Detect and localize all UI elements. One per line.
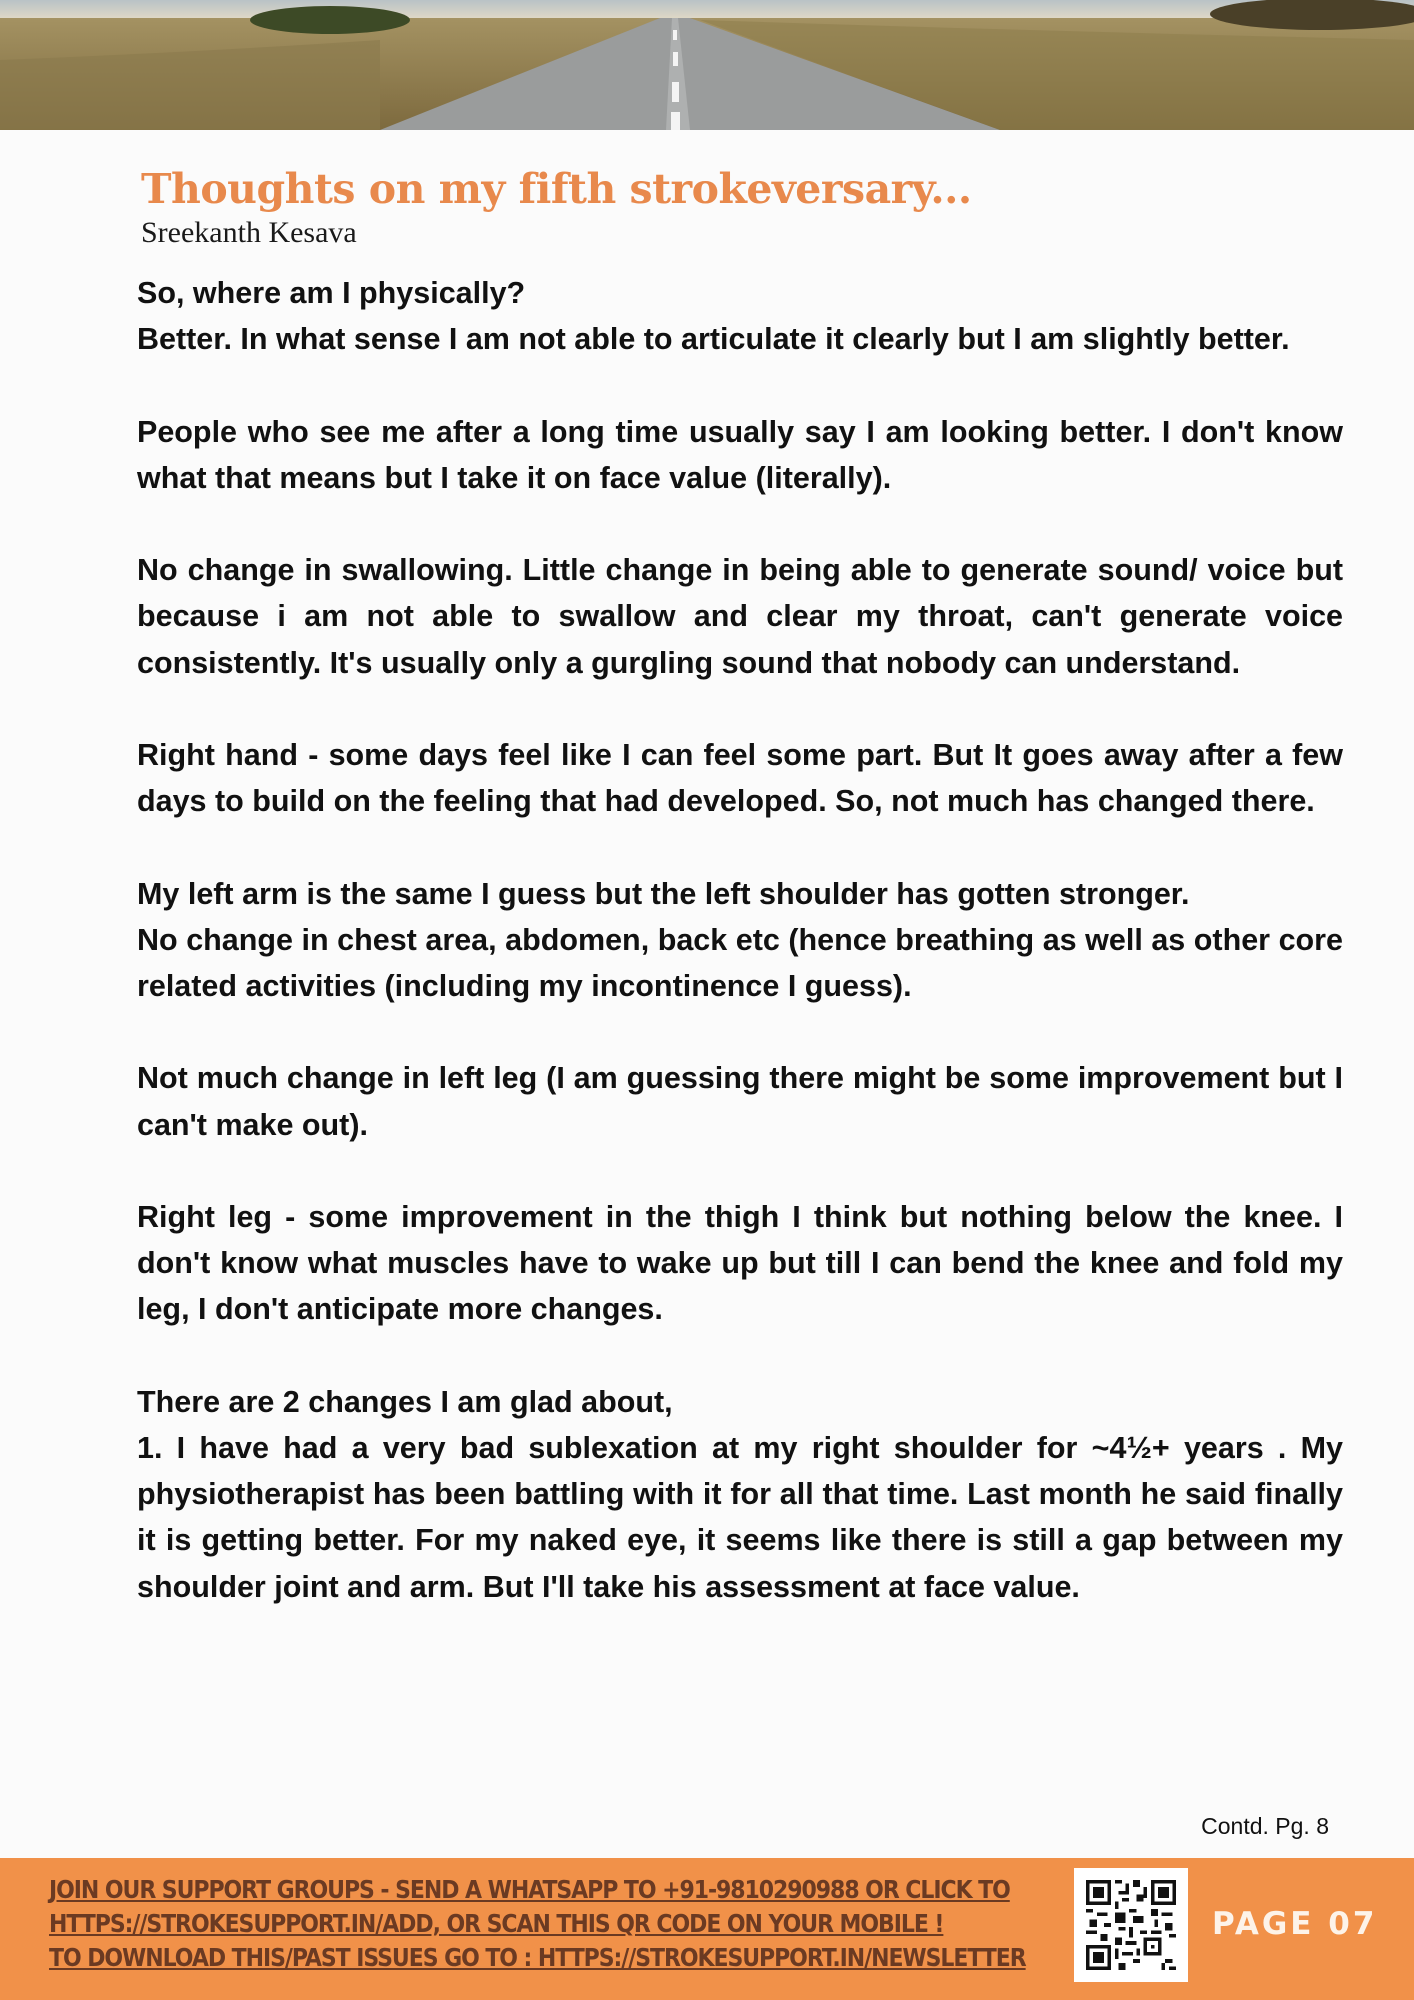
paragraph: [137, 1055, 1343, 1147]
footer-support-text[interactable]: [49, 1873, 1026, 1975]
paragraph-line: People who see me after a long time usually say I am looking better. I don't know what that means but I take it on face value (literally).: [137, 414, 1343, 495]
paragraph: [137, 547, 1343, 686]
paragraph: [137, 871, 1343, 1010]
paragraph-line: Not much change in left leg (I am guessing there might be some improvement but I can't make out).: [137, 1061, 1343, 1142]
article-title: Thoughts on my fifth strokeversary...: [141, 165, 972, 213]
qr-pattern: [1086, 1880, 1176, 1970]
paragraph-line: My left arm is the same I guess but the left shoulder has gotten stronger.: [137, 876, 1190, 911]
page-number: PAGE 07: [1212, 1906, 1378, 1942]
article-body: [137, 270, 1343, 1610]
paragraph-line: No change in chest area, abdomen, back etc (hence breathing as well as other core related activities (including my incontinence I guess).: [137, 922, 1343, 1003]
qr-code-icon[interactable]: [1074, 1868, 1188, 1982]
header-banner-road-image: [0, 0, 1414, 130]
road-landscape-icon: [0, 0, 1414, 130]
paragraph-line: There are 2 changes I am glad about,: [137, 1384, 673, 1419]
footer-line[interactable]: TO DOWNLOAD THIS/PAST ISSUES GO TO : HTTPS://STROKESUPPORT.IN/NEWSLETTER: [49, 1943, 1026, 1972]
paragraph-line: 1. I have had a very bad sublexation at my right shoulder for ~4½+ years . My physiotherapist has been battling with it for all that time. Last month he said finally it is getting better. For my naked eye, it seems like there is still a gap between my shoulder joint and arm. But I'll take his assessment at face value.: [137, 1430, 1343, 1604]
paragraph: [137, 1379, 1343, 1610]
footer-line[interactable]: HTTPS://STROKESUPPORT.IN/ADD, OR SCAN THIS QR CODE ON YOUR MOBILE !: [49, 1909, 944, 1938]
paragraph-line: Better. In what sense I am not able to articulate it clearly but I am slightly better.: [137, 322, 1290, 357]
paragraph-line: So, where am I physically?: [137, 276, 526, 310]
paragraph: [137, 1194, 1343, 1333]
paragraph-line: No change in swallowing. Little change in being able to generate sound/ voice but because i am not able to swallow and clear my throat, can't generate voice consistently. It's usually only a gurgling sound that nobody can understand.: [137, 553, 1343, 680]
article-author: Sreekanth Kesava: [141, 216, 357, 249]
paragraph: [137, 409, 1343, 501]
paragraph: [137, 270, 1343, 362]
paragraph-line: Right leg - some improvement in the thigh I think but nothing below the knee. I don't know what muscles have to wake up but till I can bend the knee and fold my leg, I don't anticipate more changes.: [137, 1199, 1343, 1327]
continued-note: Contd. Pg. 8: [1201, 1813, 1329, 1839]
footer-line[interactable]: JOIN OUR SUPPORT GROUPS - SEND A WHATSAPP TO +91-9810290988 OR CLICK TO: [49, 1875, 1010, 1904]
footer-bar: [0, 1858, 1414, 2000]
paragraph: [137, 732, 1343, 824]
paragraph-line: Right hand - some days feel like I can feel some part. But It goes away after a few days to build on the feeling that had developed. So, not much has changed there.: [137, 737, 1343, 819]
